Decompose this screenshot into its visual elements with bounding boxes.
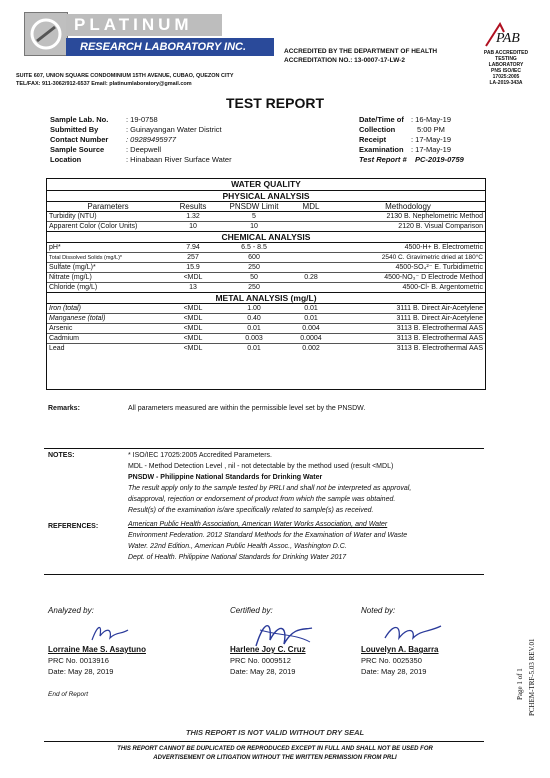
- results-table: [46, 178, 486, 390]
- references-block: [128, 520, 407, 562]
- info-value: : 09289495977: [126, 135, 177, 144]
- info-value: : 19-0758: [126, 115, 158, 124]
- info-label: Receipt: [359, 135, 387, 144]
- cell: [291, 243, 331, 253]
- signatory-role: Noted by:: [361, 606, 396, 615]
- info-label: Sample Source: [50, 145, 105, 154]
- note-line: * ISO/IEC 17025:2005 Accredited Parameters.: [128, 452, 272, 459]
- address-line-1: SUITE 607, UNION SQUARE CONDOMINIUM 15TH AVENUE, CUBAO, QUEZON CITY: [16, 73, 234, 79]
- sample-info-right: [359, 115, 464, 165]
- table-row: [47, 243, 485, 253]
- cell: 6.5 - 8.5: [241, 243, 267, 251]
- cell: 50: [250, 273, 258, 281]
- signatory-analyzed: [48, 606, 198, 676]
- water-quality-title: WATER QUALITY: [47, 179, 485, 191]
- info-label: Test Report #: [359, 155, 407, 164]
- signature-image: [88, 622, 138, 646]
- cell: 3111 B. Direct Air-Acetylene: [396, 304, 483, 312]
- form-code: PCHEM-TRF-5.03 REV.01: [528, 638, 536, 716]
- divider: [44, 741, 484, 742]
- sample-info-left: [50, 115, 232, 165]
- cell: <MDL: [183, 344, 203, 352]
- cell: Turbidity (NTU): [49, 212, 97, 220]
- column-header: Methodology: [385, 201, 431, 211]
- cell: <MDL: [183, 324, 203, 332]
- cell: [291, 222, 331, 232]
- signatory-prc: PRC No. 0025350: [361, 656, 422, 665]
- cell: 2540 C. Gravimetric dried at 180°C: [381, 253, 483, 261]
- signatory-name: Harlene Joy C. Cruz: [230, 645, 306, 654]
- pab-line: LABORATORY: [488, 62, 524, 68]
- cell: 0.0004: [300, 334, 322, 342]
- info-label: Contact Number: [50, 135, 109, 144]
- pab-line: TESTING: [495, 56, 517, 62]
- cell: Nitrate (mg/L): [49, 273, 92, 281]
- info-value: : Hinabaan River Surface Water: [126, 155, 232, 164]
- table-row: [47, 273, 485, 283]
- table-row: [47, 304, 485, 314]
- pab-line: PAB ACCREDITED: [483, 50, 529, 56]
- cell: Total Dissolved Solids (mg/L)*: [49, 254, 123, 261]
- pab-logo: [482, 22, 528, 48]
- info-value: : Deepwell: [126, 145, 162, 154]
- page-number: Page 1 of 1: [516, 668, 524, 700]
- info-value: 5:00 PM: [417, 125, 445, 134]
- cell: 257: [187, 253, 199, 261]
- info-label: Collection: [359, 125, 396, 134]
- company-logo: [24, 12, 68, 56]
- cell: 1.32: [186, 212, 200, 220]
- note-line: The result apply only to the sample tested by PRLI and shall not be interpreted as approval,: [128, 485, 412, 492]
- cell: <MDL: [183, 273, 203, 281]
- cell: Iron (total): [49, 304, 81, 312]
- cell: 0.01: [304, 304, 318, 312]
- table-row: [47, 344, 485, 354]
- metal-analysis-title: METAL ANALYSIS (mg/L): [47, 292, 485, 304]
- cell: 4500-NO₃⁻ D Electrode Method: [384, 273, 483, 281]
- cell: 0.01: [247, 324, 261, 332]
- info-value: PC-2019-0759: [415, 155, 464, 164]
- cell: 10: [189, 222, 197, 230]
- table-row: [47, 314, 485, 324]
- signature-image: [381, 620, 445, 646]
- note-line: disapproval, rejection or endorsement of product from which the sample was obtained.: [128, 496, 396, 503]
- column-header: Parameters: [87, 201, 129, 211]
- cell: 0.004: [302, 324, 320, 332]
- cell: <MDL: [183, 334, 203, 342]
- brand-subtitle: RESEARCH LABORATORY INC.: [66, 38, 274, 56]
- table-row: [47, 263, 485, 273]
- cell: 0.01: [304, 314, 318, 322]
- pab-line: 17025:2005: [492, 74, 520, 80]
- cell: 3111 B. Direct Air-Acetylene: [396, 314, 483, 322]
- info-label: Sample Lab. No.: [50, 115, 109, 124]
- cell: 4500-H+ B. Electrometric: [404, 243, 483, 251]
- reference-line: Water. 22nd Edition., American Public Health Assoc., Washington D.C.: [128, 543, 347, 550]
- signatory-date: Date: May 28, 2019: [361, 667, 427, 676]
- end-of-report: End of Report: [48, 691, 89, 698]
- table-row: [47, 324, 485, 334]
- cell: 13: [189, 283, 197, 291]
- chemical-analysis-title: CHEMICAL ANALYSIS: [47, 231, 485, 243]
- cell: 0.003: [245, 334, 263, 342]
- remarks-text: All parameters measured are within the permissible level set by the PNSDW.: [128, 405, 366, 412]
- cell: Apparent Color (Color Units): [49, 222, 138, 230]
- signature-image: [250, 616, 320, 656]
- pab-line: LA-2019-343A: [489, 80, 523, 86]
- table-row: [47, 253, 485, 263]
- signatory-noted: [361, 606, 511, 676]
- info-label: Submitted By: [50, 125, 99, 134]
- references-label: REFERENCES:: [48, 523, 99, 530]
- column-header: Results: [179, 201, 207, 211]
- divider: [44, 574, 484, 575]
- info-value: : 16-May-19: [411, 115, 452, 124]
- remarks-label: Remarks:: [48, 405, 80, 412]
- physical-analysis-title: PHYSICAL ANALYSIS: [222, 191, 310, 201]
- signatory-name: Louvelyn A. Bagarra: [361, 645, 439, 654]
- signatory-prc: PRC No. 0009512: [230, 656, 291, 665]
- signatory-prc: PRC No. 0013916: [48, 656, 109, 665]
- cell: 10: [250, 222, 258, 230]
- page-title: TEST REPORT: [225, 95, 324, 111]
- cell: Manganese (total): [49, 314, 106, 322]
- accreditation-line-2: ACCREDITATION NO.: 13-0007-17-LW-2: [284, 57, 405, 64]
- reference-line: Environment Federation. 2012 Standard Methods for the Examination of Water and Waste: [128, 532, 408, 539]
- cell: <MDL: [183, 304, 203, 312]
- cell: 250: [248, 283, 260, 291]
- disclaimer-line-2: ADVERTISEMENT OR LITIGATION WITHOUT THE WRITTEN PERMISSION FROM PRLI: [153, 755, 397, 761]
- info-label: Examination: [359, 145, 404, 154]
- pab-logo-text: PAB: [496, 31, 520, 46]
- table-row: [47, 334, 485, 344]
- signatory-role: Analyzed by:: [48, 606, 94, 615]
- cell: Arsenic: [49, 324, 73, 332]
- info-label: Date/Time of: [359, 115, 404, 124]
- cell: 4500-SO₄²⁻ E. Turbidimetric: [395, 263, 483, 271]
- cell: 1.00: [247, 304, 261, 312]
- divider: [44, 448, 484, 449]
- reference-line: American Public Health Association, American Water Works Association, and Water: [128, 521, 388, 528]
- signatory-role: Certified by:: [230, 606, 273, 615]
- column-header: MDL: [302, 201, 320, 211]
- cell: 3113 B. Electrothermal AAS: [396, 324, 483, 332]
- cell: 3113 B. Electrothermal AAS: [396, 334, 483, 342]
- cell: 2130 B. Nephelometric Method: [386, 212, 483, 220]
- cell: 3113 B. Electrothermal AAS: [396, 344, 483, 352]
- notes-label: NOTES:: [48, 452, 75, 459]
- cell: 7.94: [186, 243, 200, 251]
- pab-line: PNS ISO/IEC: [490, 68, 521, 74]
- table-row: [47, 283, 485, 293]
- note-line: Result(s) of the examination is/are specifically related to sample(s) as received.: [128, 507, 374, 514]
- pab-accreditation-block: [476, 50, 536, 86]
- seal-note: THIS REPORT IS NOT VALID WITHOUT DRY SEAL: [185, 728, 365, 737]
- reference-line: Dept. of Health. Philippine National Standards for Drinking Water 2017: [128, 554, 347, 561]
- note-line: MDL - Method Detection Level , nil - not detectable by the method used (result <MDL): [128, 463, 394, 470]
- cell: Sulfate (mg/L)*: [49, 263, 96, 271]
- column-header: PNSDW Limit: [229, 201, 279, 211]
- cell: 0.40: [247, 314, 261, 322]
- cell: 250: [248, 263, 260, 271]
- cell: pH*: [49, 243, 61, 251]
- signatory-date: Date: May 28, 2019: [230, 667, 296, 676]
- cell: <MDL: [183, 314, 203, 322]
- info-value: : 17-May-19: [411, 145, 452, 154]
- cell: [291, 212, 331, 222]
- cell: [291, 263, 331, 273]
- cell: Cadmium: [49, 334, 79, 342]
- table-row: [47, 212, 485, 222]
- chemical-analysis-table: [47, 243, 485, 292]
- cell: 5: [252, 212, 256, 220]
- physical-analysis-table: [47, 201, 485, 231]
- cell: 4500-Cl- B. Argentometric: [402, 283, 483, 291]
- metal-analysis-table: [47, 304, 485, 353]
- cell: Lead: [49, 344, 65, 352]
- cell: Chloride (mg/L): [49, 283, 98, 291]
- info-value: : 17-May-19: [411, 135, 452, 144]
- signatory-certified: [230, 606, 380, 676]
- table-row: [47, 222, 485, 232]
- cell: [291, 253, 331, 263]
- cell: 15.9: [186, 263, 200, 271]
- signatory-name: Lorraine Mae S. Asaytuno: [48, 645, 146, 654]
- note-line: PNSDW - Philippine National Standards for Drinking Water: [128, 474, 323, 481]
- info-label: Location: [50, 155, 82, 164]
- info-value: : Guinayangan Water District: [126, 125, 222, 134]
- cell: 600: [248, 253, 260, 261]
- accreditation-line-1: ACCREDITED BY THE DEPARTMENT OF HEALTH: [284, 48, 438, 55]
- signatory-date: Date: May 28, 2019: [48, 667, 114, 676]
- notes-block: [128, 451, 411, 515]
- cell: 0.01: [247, 344, 261, 352]
- cell: 0.28: [304, 273, 318, 281]
- disclaimer-line-1: THIS REPORT CANNOT BE DUPLICATED OR REPRODUCED EXCEPT IN FULL AND SHALL NOT BE USED FOR: [117, 746, 433, 752]
- brand-name: PLATINUM: [66, 14, 222, 36]
- cell: 0.002: [302, 344, 320, 352]
- cell: 2120 B. Visual Comparison: [398, 222, 483, 230]
- address-line-2: TEL/FAX: 911-3062/912-6537 Email: platinumlaboratory@gmail.com: [16, 81, 192, 87]
- cell: [291, 283, 331, 293]
